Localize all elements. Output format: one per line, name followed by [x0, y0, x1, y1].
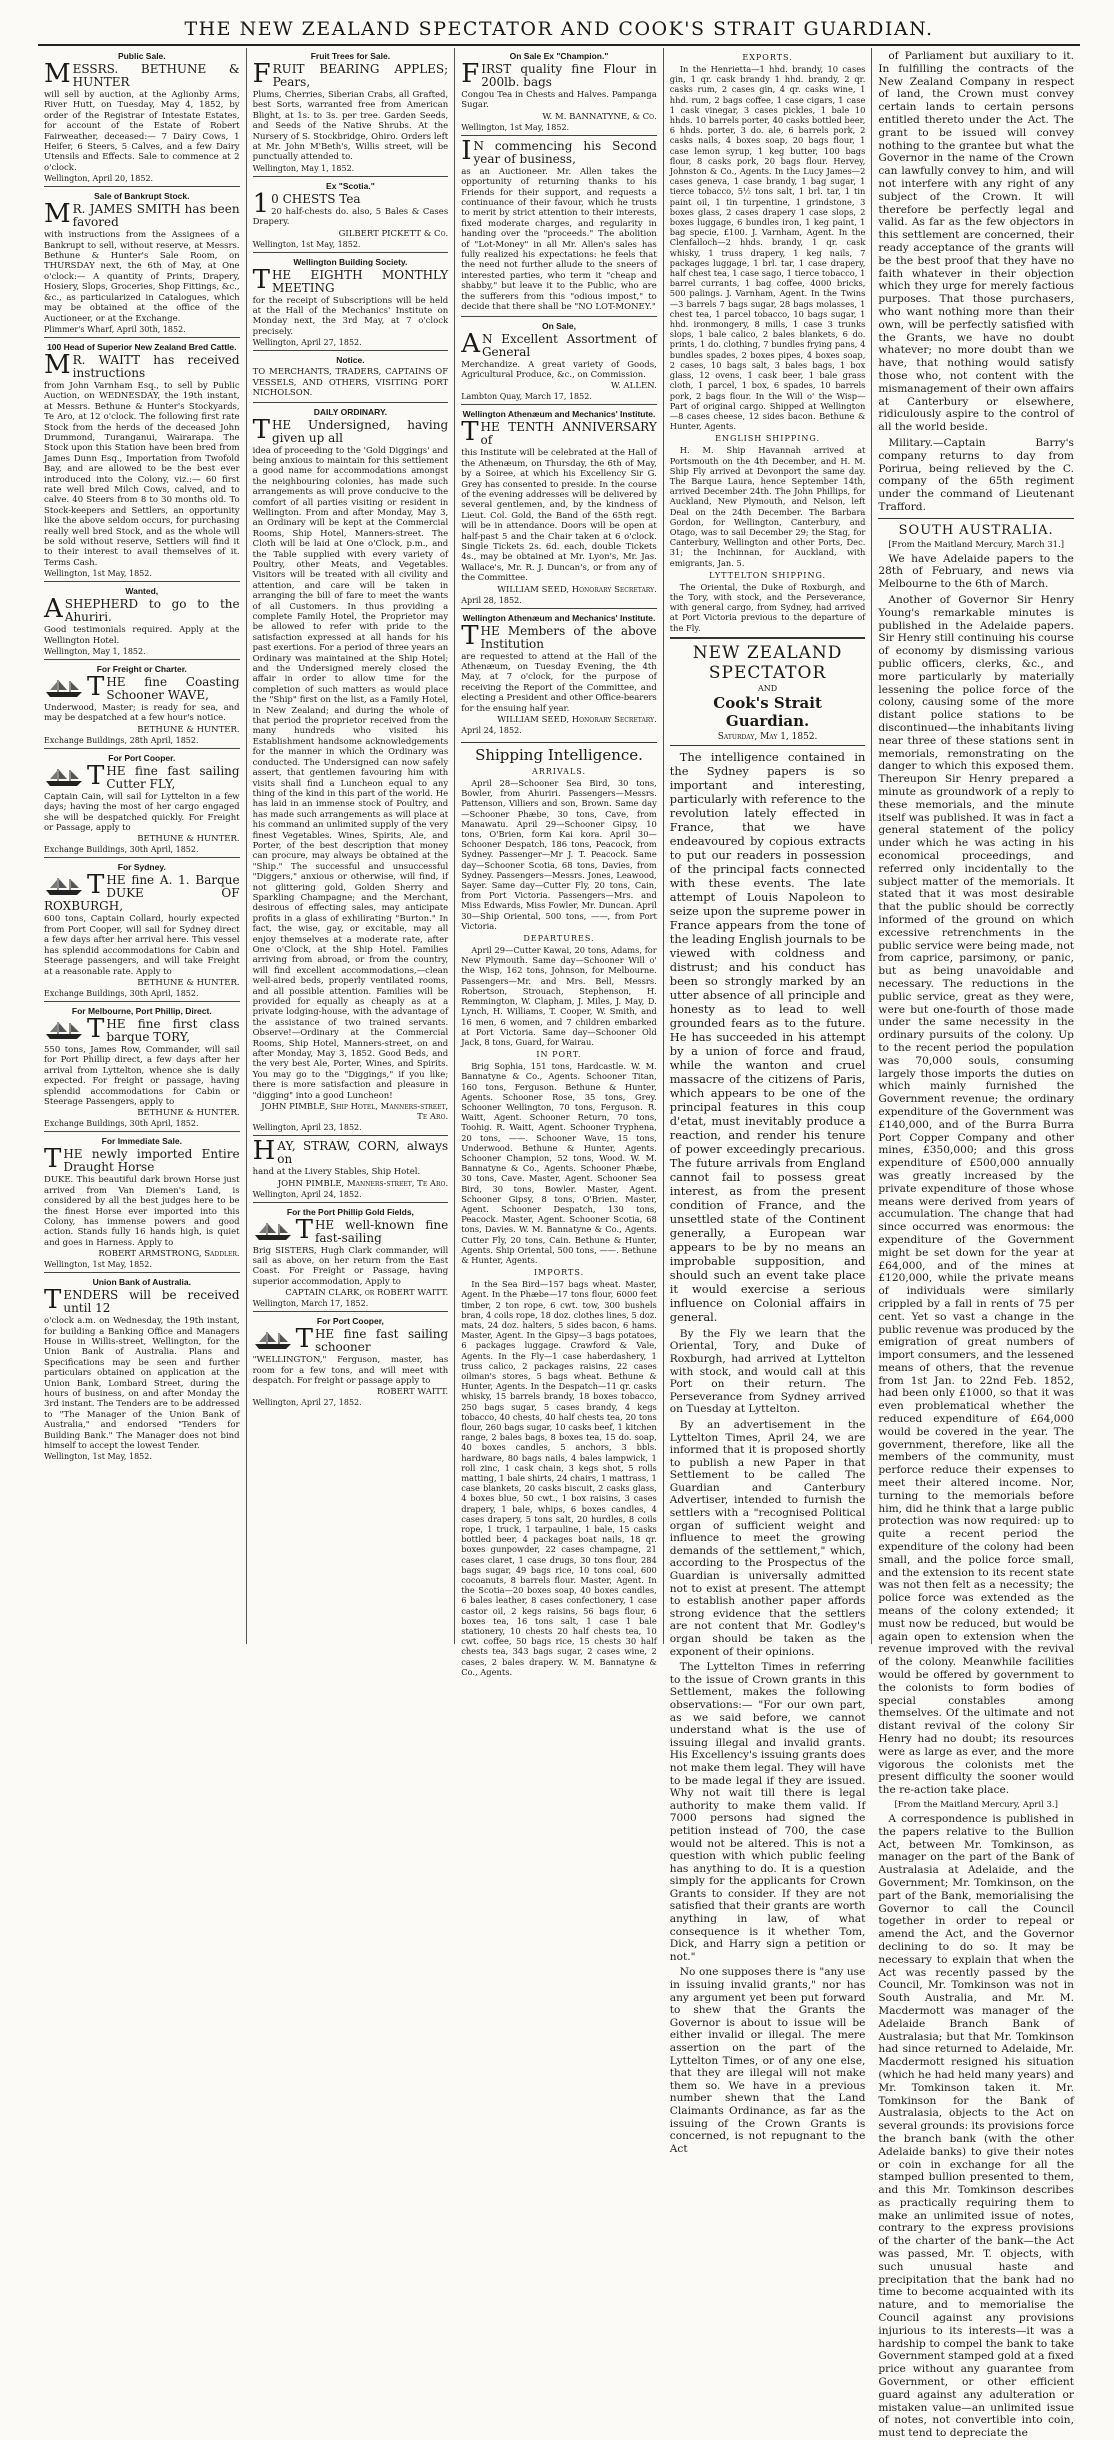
english-shipping-label: ENGLISH SHIPPING. [715, 434, 821, 444]
source-note-2: [From the Maitland Mercury, April 3.] [894, 1799, 1058, 1810]
ad-lead-text: 10 CHESTS Tea [252, 188, 361, 219]
lyttelton-shipping-text: The Oriental, the Duke of Roxburgh, and the Tory, with stock, and the Perseverance, with general cargo, from Sydney, had arrived at Port Victoria previous to the departure of the Fly. [669, 581, 866, 633]
ad-body-text: 20 half-chests do. also, 5 Bales & Cases Drapery. [252, 206, 449, 228]
advertisement [253, 1207, 449, 1313]
advertisement [461, 51, 657, 136]
ad-body-text: o'clock a.m. on Wednesday, the 19th instant, for building a Banking Office and Managers House in Willis-street, Wellington, for the Union Bank of Australia. Plans and Specifications may be seen and further particulars obtained on application at the Union Bank, Lombard Street, during the hours of business, on and after Monday the 3rd instant. The Tenders are to be addressed to "The Manager of the Union Bank of Australia," and endorsed "Tenders for Building Bank." The Manager does not bind himself to accept the lowest Tender. [44, 1316, 240, 1452]
ad-signature: WILLIAM SEED, Honorary Secretary. [497, 715, 657, 726]
ad-signature: WILLIAM SEED, Honorary Secretary. [497, 584, 657, 595]
ad-lead-text: THE well-known fine fast-sailing [295, 1214, 449, 1245]
advertisement [44, 862, 240, 1001]
ad-dateline: Wellington, April 27, 1852. [252, 338, 362, 348]
lyttelton-shipping-label: LYTTELTON SHIPPING. [709, 570, 827, 580]
advertisement [44, 664, 240, 749]
ad-signature: BETHUNE & HUNTER. [137, 724, 240, 735]
editorial-lead: The intelligence contained in the Sydney papers is so important and interesting, particularly with reference to the revolution lately effected in France, that we have endeavoured by copious extracts to put our readers in possession of the principal facts connected with these events. The late attempt of Louis Napoleon to seize upon the supreme power in France appears from the tone of the leading English journals to be viewed with coldness and distrust; and his conduct has been so strongly marked by an utter absence of all principle and honesty as to lead to well grounded fears as to the future. He has succeeded in his attempt by a union of force and fraud, while the wanton and cruel massacre of the citizens of Paris, which appears to be one of the principal features in this coup d'etat, must inevitably produce a reaction, and render his tenure of power exceedingly precarious. The future arrivals from England cannot fail to possess great interest, as from the present condition of France, and the unsettled state of the Continent generally, a European war appears to be by no means an improbable supposition, and should such an event take place it would exercise a serious influence on Colonial affairs in general. [669, 749, 866, 1324]
ad-body-text: Congou Tea in Chests and Halves. Pampanga Sugar. [461, 90, 657, 111]
ad-lead-text: THE fine fast sailing Cutter FLY, [87, 760, 240, 791]
ad-heading: 100 Head of Superior New Zealand Bred Cattle. [47, 341, 237, 352]
ad-signature: ROBERT WAITT. [376, 1387, 449, 1398]
ad-body-text: 550 tons, James Row, Commander, will sail for Port Phillip direct, a few days after her arrival from Lyttelton, whence she is daily expected. For freight or passage, having splendid accommodations for Cabin or Steerage Passengers, apply to [44, 1044, 240, 1107]
ad-dateline: Wellington, March 17, 1852. [252, 1299, 369, 1309]
ad-body-text: DUKE. This beautiful dark brown Horse just arrived from Van Diemen's Land, is considered by all the best judges here to be the finest Horse ever imported into this Colony, has immense powers and good action. Stands fully 16 hands high, is quiet and goes in Harness. Apply to [44, 1175, 240, 1248]
ad-heading: For Sydney. [117, 862, 166, 873]
ad-heading: Public Sale. [117, 51, 166, 61]
editorial-para-3: By an advertisement in the Lyttelton Times, April 24, we are informed that it is proposed shortly to publish a new Paper in that Settlement to be called The Guardian and Canterbury Advertiser, intended to furnish the settlers with a "recognised Political organ of sufficient weight and influence to meet the growing demands of the settlement," which, according to the Prospectus of the Guardian is universally admitted not to exist at present. The attempt to establish another paper affords strong evidence that the settlers are not content that Mr. Godley's organ should be taken as the exponent of their opinions. [669, 1418, 866, 1658]
ad-heading: Wellington Athenæum and Mechanics' Institute. [462, 409, 656, 420]
ad-lead-text: MR. WAITT has received instructions [44, 349, 240, 380]
ad-heading: Ex "Scotia." [326, 180, 375, 191]
advertisement [44, 191, 240, 338]
advertisement [253, 51, 449, 177]
ad-body-text: with instructions from the Assignees of a Bankrupt to sell, without reserve, at Messrs. Bethune & Hunter's Sale Room, on THURSDAY next, the 6th of May, at One o'clock:— A quantity of Prints, Drapery, Hosiery, Slops, Groceries, Shop Fittings, &c., &c., as particularized in Catalogues, which may be obtained at the office of the Auctioneer, or at the Exchange. [44, 230, 240, 324]
ad-signature: JOHN PIMBLE, Manners-street, Te Aro. [277, 1178, 449, 1189]
ad-dateline: Lambton Quay, March 17, 1852. [461, 392, 592, 402]
ship-icon [253, 1330, 293, 1350]
ad-body-text: idea of proceeding to the 'Gold Diggings' and being anxious to maintain for this settlement a good name for accommodations amongst the neighbouring colonies, has made such arrangements as will prove conducive to the comfort of all parties visiting or resident in Wellington. From and after Monday, May 3, an Ordinary will be kept at the Commercial Rooms, Ship Hotel, Manners-street. The Cloth will be laid at One o'Clock, p.m., and the Table supplied with every variety of Poultry, other Meats, and Vegetables. Visitors will be treated with all civility and attention, and care will be taken in arranging the bill of fare to meet the wants of all Customers. In thus providing a complete Family Hotel, the Proprietor may be allowed to refer with pride to the satisfaction expressed at all hands for his past exertions. For a period of three years an Ordinary was maintained at the Ship Hotel; and the Undersigned merely closed the affair in order to allow time for the completion of such matters as would place the "Ship" first on the list, as a Family Hotel, in New Zealand; and during the whole of that period the proprietor received from the many hundreds who visited his Establishment handsome acknowledgements for the manner in which the Ordinary was conducted. The Undersigned can now safely assert, that gentlemen favouring him with visits shall find a Luncheon equal to any thing of the kind in this part of the world. He has laid in an immense stock of Poultry, and has made such arrangements as will place at his command an unlimited supply of the very finest Vegetables. Wines, Spirits, Ale, and Porter, of the best description that money can procure, may always be obtained at the "Ship." The successful and unsuccessful "Diggers," anxious or otherwise, will find, if not glittering gold, Golden Sherry and Sparkling Champagne; and the Merchant, desirous of effecting sales, may anticipate profits in a glass of exhilirating "Burton." In fact, the wise, gay, or excitable, may all enjoy themselves at a moderate rate, after One o'Clock, at the Ship Hotel. Families arriving from abroad, or from the country, will find excellent accommodations,—clean well-aired beds, properly ventilated rooms, and all possible attention. Families will be provided for equally as cheaply as at a private lodging-house, with the advantage of the assistance of two trained servants. Observe!—Ordinary at the Commercial Rooms, Ship Hotel, Manners-street, on and after Monday, May 3, 1852. Good Beds, and the very best Ale, Porter, Wines, and Spirits. You may go to the "Diggings," if you like; there is more satisfaction and pleasure in "digging" into a good Luncheon! [252, 445, 449, 1101]
departures-text: April 29—Cutter Kawai, 20 tons, Adams, for New Plymouth. Same day—Schooner Will o' the Wisp, 162 tons, Johnson, for Melbourne. Passengers—Mr. and Mrs. Bell, Messrs. Robertson, Strouach, Stephenson, H. Remmington, W. Clapham, J. Miles, J. May, D. Lynch, H. Williams, T. Cooper, W. Smith, and 16 men, 6 women, and 7 children embarked at Port Victoria. Same day—Schooner Old Jack, 8 tons, Guard, for Wairau. [461, 945, 657, 1047]
ad-signature: W. ALLEN. [610, 381, 657, 392]
ad-heading: For the Port Phillip Gold Fields, [286, 1206, 414, 1217]
ad-lead-text: MR. JAMES SMITH has been favored [44, 199, 240, 230]
ship-icon [253, 1221, 293, 1241]
ad-signature: GILBERT PICKETT & Co. [338, 228, 449, 239]
in-port-label: IN PORT. [536, 1050, 582, 1060]
arrivals-label: ARRIVALS. [531, 767, 586, 777]
ad-body-text: "WELLINGTON," Ferguson, master, has room for a few tons, and will meet with despatch. For freight or passage apply to [252, 1355, 449, 1386]
ad-heading: On Sale, [541, 320, 576, 331]
ad-signature: ROBERT ARMSTRONG, Saddler. [98, 1249, 240, 1260]
editorial-subtitle: Cook's Strait Guardian. [713, 693, 822, 730]
departures-label: DEPARTURES. [523, 934, 595, 944]
ad-dateline: Wellington, April 27, 1852. [252, 1398, 362, 1408]
ad-body-text: as an Auctioneer. Mr. Allen takes the opportunity of returning thanks to his Friends for their support, and requests a continuance of their favour, which he trusts to merit by strict attention to their interests, fixed moderate charges, and regularity in handing over the "proceeds." The abolition of "Lot-Money" in all Mr. Allen's sales has fully realized his expectations: he feels that the need not further allude to the sneers of interested parties, who term it "cheap and shabby," but leave it to the Public, who are the sufferers from this "odious impost," to decide that there shall be "NO LOT-MONEY." [461, 166, 657, 313]
ship-icon [44, 767, 84, 787]
ad-heading: For Melbourne, Port Phillip, Direct. [71, 1005, 212, 1016]
ad-lead-text: THE Undersigned, having given up all [252, 414, 449, 445]
column-5 [872, 48, 1080, 2440]
ad-body-text: for the receipt of Subscriptions will be held at the Hall of the Mechanics' Institute on Monday next, the 3rd May, at 7 o'clock precisely. [252, 295, 449, 337]
editorial-para-5: No one supposes there is "any use in issuing invalid grants," nor has any argument yet been put forward to shew that the Grants the Governor is about to issue will be either invalid or illegal. The mere assertion on the part of the Lyttelton Times, or of any one else, that they are illegal will not make them so. We have in a previous number shewn that the Land Claimants Ordinance, as far as the issuing of the Crown Grants is concerned, is not repugnant to the Act [669, 1966, 866, 2155]
editorial-para-4: The Lyttelton Times in referring to the issue of Crown grants in this Settlement, makes the following observations:— "For our own part, as we said before, we cannot understand what is the use of issuing illegal and invalid grants. His Excellency's issuing grants does not make them legal. They will have to be made legal if they are issued. Why not wait till there is legal authority to make them valid. If 7000 persons had signed the petition instead of 700, the case would not be altered. This is not a question with which public feeling has anything to do. It is a question simply for the applicants for Crown Grants to consider. If they are not satisfied that their grants are worth anything in law, of what consequence is it whether Tom, Dick, and Harry sign a petition or not." [669, 1661, 866, 1963]
ad-signature: BETHUNE & HUNTER. [137, 977, 240, 988]
shipping-intelligence-title: Shipping Intelligence. [461, 742, 657, 764]
ad-lead-text: THE TENTH ANNIVERSARY of [461, 417, 657, 448]
newspaper-title: THE NEW ZEALAND SPECTATOR AND COOK'S STRAIT GUARDIAN. [184, 18, 934, 40]
advertisement [44, 1136, 240, 1273]
column-2 [247, 48, 456, 1644]
in-port-text: Brig Sophia, 151 tons, Hardcastle. W. M. Bannatyne & Co., Agents. Schooner Titan, 160 tons, Ferguson. Bethune & Hunter, Agents. Schooner Rose, 35 tons, Grey. Schooner Wellington, 70 tons, Ferguson. R. Waitt, Agent. Schooner Return, 70 tons, Toohig. R. Waitt, Agent. Schooner Tryphena, 20 tons, ——. Schooner Wave, 15 tons, Underwood. Bethune & Hunter, Agents. Schooner Champion, 52 tons, Wood. W. M. Bannatyne & Co., Agents. Schooner Phæbe, 30 tons, Cave. Master, Agent. Schooner Sea Bird, 30 tons, Bowler. Master, Agent. Schooner Gipsy, 8 tons, O'Brien. Master, Agent. Schooner Despatch, 130 tons, Peacock. Master, Agent. Schooner Scotia, 68 tons, Davies. W. M. Bannatyne & Co., Agents. Cutter Fly, 20 tons, Cain. Bethune & Hunter, Agents. Ship Oriental, 500 tons, ——. Bethune & Hunter, Agents. [461, 1061, 657, 1265]
ad-dateline: Wellington, 1st May, 1852. [44, 1452, 152, 1462]
ad-heading: Fruit Trees for Sale. [310, 51, 391, 61]
ad-lead-text: THE newly imported Entire Draught Horse [44, 1144, 240, 1175]
advertisement [253, 355, 449, 402]
advertisement [253, 181, 449, 253]
ad-dateline: Wellington, 1st May, 1852. [44, 569, 152, 579]
ad-dateline: Exchange Buildings, 30th April, 1852. [44, 1119, 199, 1129]
ad-lead-text: IN commencing his Second year of business, [461, 135, 657, 166]
ad-dateline: April 28, 1852. [461, 595, 522, 605]
ad-dateline: Wellington, April 24, 1852. [252, 1189, 362, 1199]
advertisement [252, 1136, 449, 1202]
ad-body-text: are requested to attend at the Hall of the Athenæum, on Tuesday Evening, the 4th May, at 7 o'clock, for the purpose of receiving the Report of the Committee, and electing a President and other Office-bearers for the ensuing half year. [461, 651, 657, 714]
ad-heading: For Freight or Charter. [96, 664, 187, 675]
ship-icon [44, 876, 84, 896]
ad-heading: DAILY ORDINARY. [313, 406, 388, 417]
english-shipping-text: H. M. Ship Havannah arrived at Portsmouth on the 4th December, and H. M. Ship Fly arrived at Devonport the same day. The Barque Laura, hence September 14th, arrived December 24th. The John Phillips, for Auckland, New Plymouth, and Nelson, left Deal on the 24th December. The Barbara Gordon, for Wellington, Canterbury, and Otago, was to sail December 29; the Stag, for Canterbury, Wellington and other Ports, Dec. 31; the Inchinnan, for Auckland, with emigrants, Jan. 5. [669, 445, 866, 568]
advertisement [253, 257, 449, 352]
ad-heading: Notice. [336, 355, 365, 366]
ad-heading: On Sale Ex "Champion." [509, 51, 609, 61]
ad-body-text: from John Varnham Esq., to sell by Public Auction, on WEDNESDAY, the 19th instant, at Messrs. Bethune & Hunter's Stockyards, Te Aro, at 12 o'clock. The following first rate Stock from the herds of the deceased John Drummond, Turanganui, Wairarapa. The Stock upon this Station have been bred from James Dunn Esq., Importation from Twofold Bay, and are allowed to be the best ever introduced into the Colony, viz.:— 60 first rate well bred Milch Cows, calved, and to calve. 40 Steers from 8 to 30 months old. To Stock-keepers and Settlers, an opportunity like the above seldom occurs, for purchasing really well bred Stock, and as the whole will be sold without reserve, Settlers will find it to their interest to avail themselves of it. Terms Cash. [44, 380, 240, 568]
advertisement [253, 1316, 449, 1410]
ad-heading: Wanted, [125, 586, 159, 597]
advertisement [44, 753, 240, 859]
ship-icon [44, 678, 84, 698]
ad-signature: JOHN PIMBLE, Ship Hotel, Manners-street, Te Aro. [261, 1102, 449, 1123]
ad-lead-text: THE fine A. 1. Barque DUKE OF ROXBURGH, [44, 870, 240, 914]
ad-lead-text: HAY, STRAW, CORN, always on [252, 1136, 449, 1167]
masthead [38, 0, 1080, 46]
ad-signature: BETHUNE & HUNTER. [137, 834, 240, 845]
ad-body-text: Captain Cain, will sail for Lyttelton in a few days; having the most of her cargo engaged she will be despatched quickly. For Freight or Passage, apply to [44, 791, 240, 834]
ad-signature: CAPTAIN CLARK, or ROBERT WAITT. [285, 1288, 449, 1299]
ad-lead-text: FRUIT BEARING APPLES; Pears, [252, 59, 449, 89]
column-4 [664, 48, 873, 2155]
imports-label: IMPORTS. [533, 1268, 585, 1278]
ad-lead-text: MESSRS. BETHUNE & HUNTER [44, 59, 240, 89]
ad-lead-text: THE Members of the above Institution [461, 620, 657, 651]
source-note-1: [From the Maitland Mercury, March 31.] [888, 539, 1065, 550]
ad-dateline: Wellington, April 23, 1852. [252, 1123, 362, 1133]
imports-text: In the Sea Bird—157 bags wheat. Master, Agent. In the Phæbe—17 tons flour, 6000 feet timber, 2 ton rope, 6 cwt. tow, 300 bushels bran, 4 coils rope, 18 doz. clothes lines, 5 doz. mats, 24 doz. halters, 5 sides bacon, 6 hams. Master, Agent. In the Gipsy—3 bags potatoes, 6 packages luggage. Crawford & Vale, Agents. In the Fly—1 case haberdashery, 1 truss calico, 2 packages raisins, 22 cases oilman's stores, 5 bags wheat. Bethune & Hunter, Agents. In the Despatch—11 qr. casks whisky, 15 barrels brandy, 18 boxes tobacco, 250 bags sugar, 5 cases brandy, 4 kegs tobacco, 40 chests, 40 half chests tea, 20 tons flour, 260 bags sugar, 10 casks beef, 1 kitchen range, 2 bales bags, 8 boxes tea, 15 do. soap, 40 boxes candles, 5 anchors, 3 bbls. hardware, 80 bags nails, 4 bales lampwick, 1 roll zinc, 1 cask chain, 3 kegs shot, 5 rolls matting, 1 bale shirts, 24 chairs, 1 mattrass, 1 case blankets, 20 casks biscuit, 2 casks glass, 4 boxes blue, 50 cwt., 1 box raisins, 3 cases drapery, 1 bale, whips, 6 boxes candles, 4 cases drapery, 5 tons salt, 20 hurdles, 8 coils rope, 1 truck, 1 tarpauline, 1 bale, 15 casks bottled beer, 4 packages boat nails, 18 qr. boxes gunpowder, 22 cases champagne, 21 cases claret, 1 case drugs, 30 tons flour, 284 bags sugar, 49 bags rice, 10 tons coal, 600 cocoanuts, 8 barrels flour. Master, Agent. In the Scotia—20 boxes soap, 40 boxes candles, 6 bales leather, 8 cases confectionery, 1 case castor oil, 2 kegs raisins, 56 bags flour, 6 boxes tea, 16 tons salt, 1 case 1 bale stationery, 10 chests 20 half chests tea, 10 cwt. coffee, 50 bags rice, 15 chests 30 half chests tea, 343 bags sugar, 2 cases wine, 2 cases, 2 bales drapery. W. M. Bannatyne & Co., Agents. [461, 1279, 657, 1677]
editorial-title: NEW ZEALAND SPECTATOR [670, 637, 866, 683]
ad-body-text: Good testimonials required. Apply at the Wellington Hotel. [44, 625, 240, 646]
ad-heading: For Immediate Sale. [101, 1136, 182, 1147]
ad-lead-text: THE fine Coasting Schooner WAVE, [87, 672, 240, 703]
south-australia-heading: SOUTH AUSTRALIA. [878, 518, 1074, 538]
ad-body-text: Brig SISTERS, Hugh Clark commander, will sail as above, on her return from the East Coast. For Freight or Passage, having superior accommodation, Apply to [252, 1245, 449, 1287]
ad-heading: Sale of Bankrupt Stock. [94, 191, 190, 202]
arrivals-text: April 28—Schooner Sea Bird, 30 tons, Bowler, from Ahuriri. Passengers—Messrs. Pattenson, Villiers and son, Brown. Same day—Schooner Phæbe, 30 tons, Cave, from Manawatu. April 29—Schooner Gipsy, 10 tons, O'Brien, form Kai kora. April 30—Schooner Despatch, 186 tons, Peacock, from Sydney. Passenger—Mr J. T. Peacock. Same day—Schooner Scotia, 68 tons, Davies, from Sydney. Passengers—Messrs. Jones, Leawood, Sayer. Same day—Cutter Fly, 20 tons, Cain, from Port Victoria. Passengers—Mrs. and Miss Edwards, Miss Fowler, Mr. Duncan. April 30—Ship Oriental, 500 tons, ——, from Port Victoria. [461, 778, 657, 931]
editorial-continued: of Parliament but auxiliary to it. In fulfilling the contracts of the New Zealand Company in respect of land, the Crown must convey certain lands to certain persons entitled thereto under the Act. The grant to be issued will convey nothing to the grantee but what the Governor in the name of the Crown can lawfully convey to him, and will not interfere with any right of any subject of the Crown. It will therefore be perfectly legal and valid. As far as the few objectors in this settlement are concerned, their ready acceptance of the grants will be the best proof that they have no faith whatever in their objection which they urge for merely factious purposes. That those purchasers, who want nothing more than their own, will be perfectly satisfied with the Grants, we have no doubt whatever; no more doubt than we have, that nothing would satisfy those who, not content with the mismanagement of their own affairs at Canterbury or elsewhere, ridiculously aspire to the control of all the world beside. [878, 50, 1074, 434]
ad-signature: BETHUNE & HUNTER. [137, 1108, 240, 1119]
editorial-title-and: AND [757, 683, 778, 693]
ad-dateline: Wellington, May 1, 1852. [252, 163, 355, 173]
ad-lead-text: ASHEPHERD to go to the Ahuriri. [44, 594, 240, 625]
military-note: Military.—Captain Barry's company returns to day from Porirua, being relieved by the C. company of the 65th regiment under the command of Lieutenant Trafford. [878, 436, 1074, 513]
ad-dateline: Wellington, 1st May, 1852. [461, 122, 570, 132]
ship-icon [44, 1020, 84, 1040]
ad-body-text: 600 tons, Captain Collard, hourly expected from Port Cooper, will sail for Sydney direct a few days after her arrival here. This vessel has splendid accommodations for Cabin and Steerage passengers, and will take Freight at a reasonable rate. Apply to [44, 914, 240, 977]
ad-body-text: Underwood, Master; is ready for sea, and may be despatched at a few hour's notice. [44, 703, 240, 724]
advertisement [461, 321, 657, 406]
ad-body-text: Merchandize. A great variety of Goods, Agricultural Produce, &c., on Commission. [461, 359, 657, 380]
ad-heading: For Port Cooper, [316, 1316, 384, 1327]
advertisement [461, 409, 657, 608]
ad-dateline: April 24, 1852. [461, 726, 522, 736]
advertisement [44, 1277, 240, 1464]
ad-lead-text: THE EIGHTH MONTHLY MEETING [252, 264, 449, 295]
advertisement [44, 1006, 240, 1132]
ad-signature: W. M. BANNATYNE, & Co. [542, 111, 657, 122]
south-australia-para-3: A correspondence is published in the papers relative to the Bullion Act, between Mr. Tomkinson, as manager on the part of the Bank of Australasia at Adelaide, and the Government; Mr. Tomkinson, on the part of the Bank, memorialising the Governor to call the Council together in order to repeal or amend the Act, and the Governor declining to do so. It may be necessary to explain that when the Act was recently passed by the Council, Mr. Tomkinson was not in South Australia, and Mr. M. Macdermott was manager of the Adelaide Branch Bank of Australasia; but that Mr. Tomkinson had since returned to Adelaide, Mr. Macdermott resigned his situation (which he had held many years) and Mr. Tomkinson taken it. Mr. Tomkinson for the Bank of Australasia, objects to the Act on several grounds: its provisions force the branch bank (with the other Adelaide banks) to give their notes or coin in exchange for all the stamped bullion presented to them, and this Mr. Tomkinson describes as practically requiring them to make an unlimited issue of notes, contrary to the express provisions of the charter of the bank—the Act was passed, Mr. T. objects, with such unusual haste and precipitation that the bank had no time to become acquainted with its nature, and to memorialise the Council against any provisions injurious to its interests—it was a hardship to compel the bank to take Government stamped gold at a fixed price without any guarantee from Government, or other efficient guard against any adulteration or mistaken value—an unlimited issue of notes, not convertible into coin, must tend to depreciate the [878, 1812, 1074, 2440]
advertisement [253, 407, 449, 1137]
advertisement [44, 586, 240, 660]
ad-lead-text: AN Excellent Assortment of General [461, 328, 657, 359]
editorial-para-2: By the Fly we learn that the Oriental, Tory, and Duke of Roxburgh, had arrived at Lyttelton with stock, and would call at this Port on their return. The Perseverance from Sydney arrived on Tuesday at Lyttelton. [669, 1327, 866, 1416]
ad-lead-text: FIRST quality fine Flour in 200lb. bags [461, 59, 657, 89]
advertisement [461, 135, 657, 317]
ad-body-text: this Institute will be celebrated at the Hall of the Athenæum, on Thursday, the 6th of May, by a Soiree, at which his Excellency Sir G. Grey has consented to preside. In the course of the evening addresses will be delivered by several gentlemen, and, by the kindness of Lieut. Col. Gold, the Band of the 65th regt. will be in attendance. Doors will be open at half-past 5 and the Chair taken at 6 o'clock. Single Tickets 2s. 6d. each, double Tickets 4s., may be obtained at Mr. Lyon's, Mr. Jas. Wallace's, Mr. R. J. Duncan's, or from any of the Committee. [461, 448, 657, 584]
ad-dateline: Wellington, 1st May, 1852. [44, 1260, 152, 1270]
ad-dateline: Exchange Buildings, 30th April, 1852. [44, 845, 199, 855]
ad-body-text: hand at the Livery Stables, Ship Hotel. [252, 1167, 421, 1178]
column-3 [455, 48, 664, 1677]
advertisement [44, 342, 240, 582]
ad-dateline: Wellington, April 20, 1852. [44, 174, 154, 184]
ad-lead-text: THE fine first class barque TORY, [87, 1013, 240, 1044]
ad-dateline: Plimmer's Wharf, April 30th, 1852. [44, 324, 186, 334]
ad-dateline: Exchange Buildings, 28th April, 1852. [44, 735, 199, 745]
ad-dateline: Wellington, May 1, 1852. [44, 647, 146, 657]
columns [38, 48, 1080, 2440]
ad-body-text: will sell by auction, at the Aglionby Arms, River Hutt, on Tuesday, May 4, 1852, by order of the Registrar of Intestate Estates, for account of the Estate of Robert Fairweather, deceased:— 7 Dairy Cows, 1 Heifer, 6 Steers, 5 Calves, and a few Dairy Utensils and Effects. Sale to commence at 2 o'clock. [44, 90, 240, 173]
advertisement [44, 51, 240, 187]
advertisement [461, 613, 657, 738]
ad-body-text: TO MERCHANTS, TRADERS, CAPTAINS OF VESSELS, AND OTHERS, VISITING PORT NICHOLSON. [252, 367, 449, 399]
ad-body-text: Plums, Cherries, Siberian Crabs, all Grafted, best Sorts, warranted free from American Blight, at 1s. to 3s. per tree. Garden Seeds, and Seeds of the Native Shrubs. At the Nursery of S. Stockbridge, Ohiro. Orders left at Mr. John M'Beth's, Willis street, will be punctually attended to. [252, 90, 449, 163]
ad-heading: Wellington Athenæum and Mechanics' Institute. [462, 612, 656, 623]
ad-dateline: Wellington, 1st May, 1852. [252, 239, 361, 249]
ad-lead-text: TENDERS will be received until 12 [44, 1285, 240, 1316]
ad-heading: For Port Cooper. [108, 752, 176, 763]
ad-heading: Union Bank of Australia. [92, 1277, 191, 1288]
exports-text: In the Henrietta—1 hhd. brandy, 10 cases gin, 1 qr. cask brandy 1 hhd. brandy, 2 qr. casks rum, 2 cases gin, 4 qr. casks wine, 1 hhd. rum, 2 bags coffee, 1 case cigars, 1 case 1 cask vinegar, 3 cases pickles, 1 bale 10 hhds. 10 barrels porter, 40 casks bottled beer, 6 hhds. porter, 3 do. ale, 6 barrels pork, 2 casks nails, 4 boxes soap, 20 bags flour, 1 case lemon syrup, 1 keg butter, 100 bags flour, 8 casks pork, 20 bags flour. Hervey, Johnston & Co., Agents. In the Lucy James—2 cases geneva, 1 case brandy, 1 bag sugar, 1 tierce tobacco, 5½ tons salt, 1 brl. tar, 1 tin paint oil, 1 tin turpentine, 1 grindstone, 3 boxes glass, 2 cases drapery 1 case slops, 2 boxes luggage, 6 bundles iron, 1 keg paint, 1 bag specie, £100. J. Varnham, Agent. In the Clenfalloch—2 hhds. brandy, 1 qr. cask whisky, 1 truss drapery, 1 keg nails, 7 packages luggage, 1 brl. tar, 1 case drapery, half chest tea, 1 case sago, 1 tierce tobacco, 1 barrel currants, 1 bag coffee, 4000 bricks, 500 palings. J. Varnham, Agent. In the Twins—3 barrels 7 bags sugar, 28 bags molasses, 1 chest tea, 1 parcel tobacco, 10 bags sugar, 1 hhd. ironmongery, 8 mills, 1 case 3 trunks slops, 1 bale calico, 2 bales blankets, 6 do. prints, 1 do. clothing, 7 bundles frying pans, 4 bundles spades, 2 boxes pipes, 4 boxes soap, 2 cases, 10 bags salt, 3 bales bags, 1 box glass, 12 ovens, 1 cask beer, 1 bale grass cloth, 1 parcel, 1 box, 6 spades, 10 barrels pork, 2 bags flour. In the Will o' the Wisp—Part of original cargo. Shipped at Wellington—8 cases cheese, 12 sides bacon. Bethune & Hunter, Agents. [669, 64, 866, 432]
ad-lead-text: THE fine fast sailing schooner [295, 1324, 449, 1355]
column-1 [38, 48, 247, 1644]
ad-heading: Wellington Building Society. [293, 256, 408, 267]
ad-dateline: Exchange Buildings, 30th April, 1852. [44, 988, 199, 998]
editorial-date: Saturday, May 1, 1852. [670, 732, 866, 746]
south-australia-para-1: We have Adelaide papers to the 28th of February, and news via Melbourne to the 6th of March. [878, 552, 1074, 591]
exports-label: EXPORTS. [742, 53, 793, 62]
south-australia-para-2: Another of Governor Sir Henry Young's remarkable minutes is published in the Adelaide papers. Sir Henry still continuing his course of economy by dismissing various public officers, clerks, &c., and more particularly by materially lessening the police force of the colony, causing some of the more distant police stations to be discontinued—the inhabitants living near three of these stations sent in memorials, remonstrating on the danger to which this exposed them. Thereupon Sir Henry prepared a minute as groundwork of a reply to these memorials, and the minute itself was published. It was in fact a general statement of the policy under which he was acting in his economical proceedings, and referred only incidentally to the subject matter of the memorials. It stated that it was most desirable that the public should be correctly informed of the ground on which excessive retrenchments in the public service were being made, not from caprice, parsimony, or panic, but as being unavoidable and necessary. The reductions in the public service, great as they were, were but one-fourth of those made under the same necessity in the ordinary pursuits of the colony. Up to the recent period the population was 70,000 souls, consuming largely those imports the duties on which mainly furnished the Government revenue; the ordinary expenditure of the Government was £140,000, and of the Burra Burra Port Copper Company and other mines, £350,000; and this gross expenditure of £500,000 annually was greatly increased by the private expenditure of those whose means were derived from years of accumulation. The change that had since occurred was enormous: the expenditure of the Government might be set down for the year at £64,000, and of the mines at £120,000, while the private means of individuals were similarly crippled by a fall in rents of 75 per cent. Yet so vast a change in the public revenue was produced by the emigration of great numbers of import consumers, and the lessened means of others, that the revenue from 1st Jan. to 22nd Feb. 1852, had been only £1000, so that it was even problematical whether the reduced expenditure of £64,000 would be covered in the year. The government, therefore, like all the members of the community, must perforce reduce their expenses to meet their altered income. Nor, turning to the memorials before him, did he think that a large public protection was now required: up to quite a recent period the expenditure of the colony had been small, and the police force small, and the extension to its recent state was not then felt as a necessity; the police force was extended as the means of the colony extended; it must now be reduced, but would be again open to extension when the revenue improved with the revival of the colony. Meanwhile facilities would be offered by government to the colonists to form bodies of special constables among themselves. Of the ultimate and not distant revival of the colony Sir Henry had no doubt; its resources were as large as ever, and the more vigorous the colonists met the present difficulty the sooner would the re-action take place. [878, 594, 1074, 1797]
